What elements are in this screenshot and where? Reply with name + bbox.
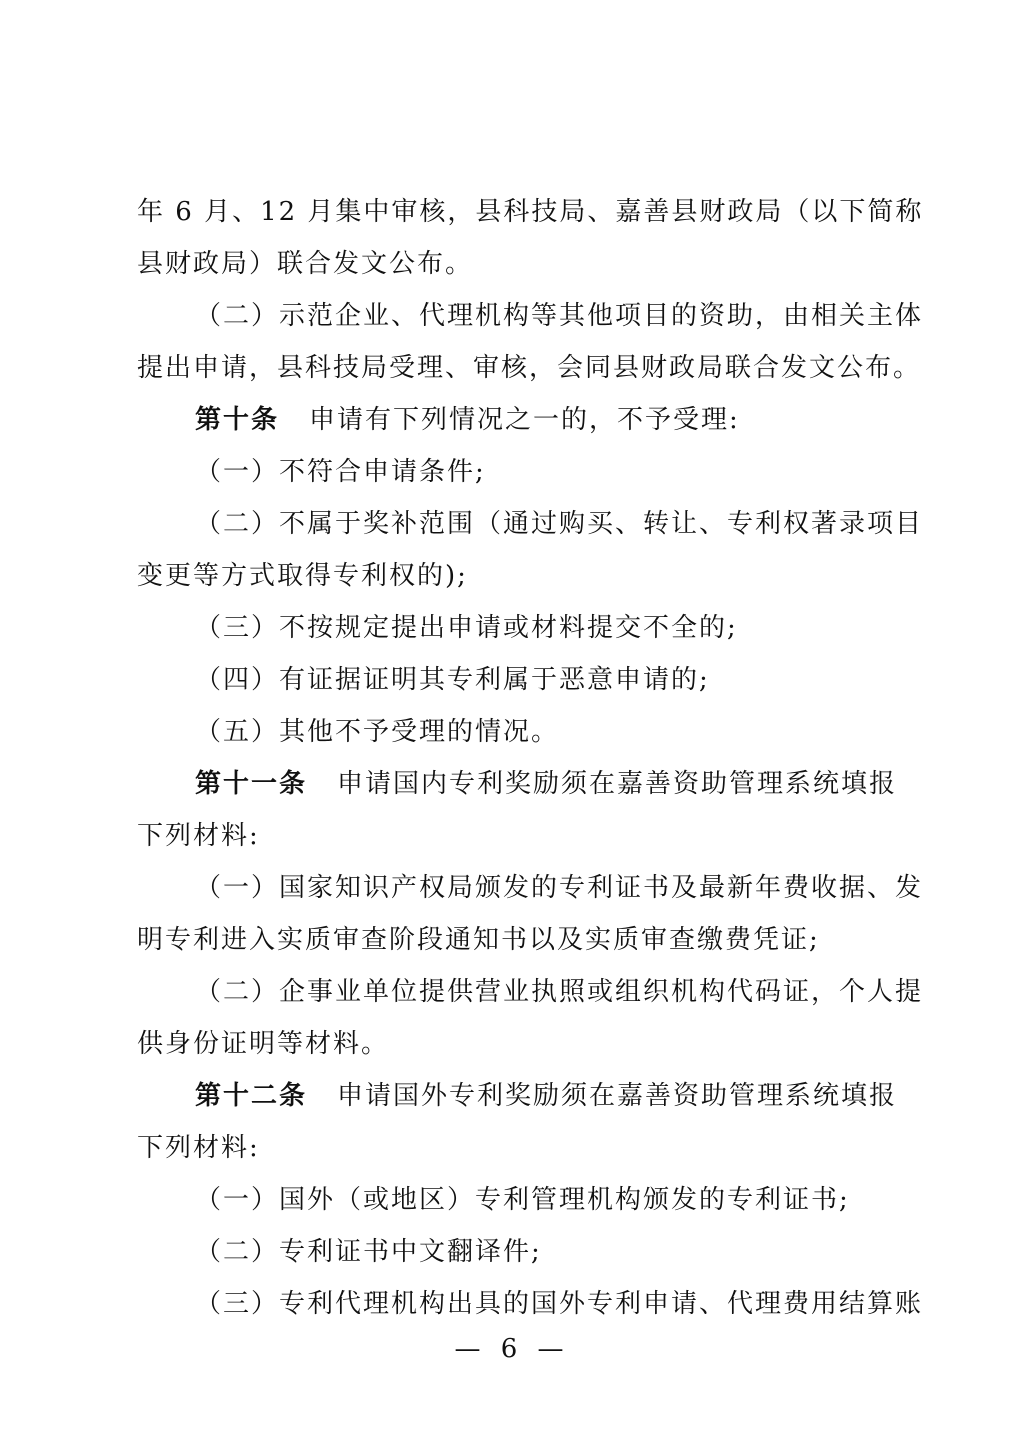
line-text: 明专利进入实质审查阶段通知书以及实质审查缴费凭证; <box>137 925 820 955</box>
text-line <box>137 446 897 498</box>
line-text: 申请国外专利奖励须在嘉善资助管理系统填报 <box>337 1081 898 1111</box>
line-text: 县财政局）联合发文公布。 <box>137 249 474 279</box>
article-line <box>137 758 897 810</box>
article-heading: 第十条 <box>195 405 280 435</box>
line-text: （一）国外（或地区）专利管理机构颁发的专利证书; <box>195 1185 850 1215</box>
text-line <box>137 342 922 394</box>
line-text: （一）国家知识产权局颁发的专利证书及最新年费收据、发 <box>195 873 924 903</box>
text-line <box>137 862 924 914</box>
line-text: （二）企事业单位提供营业执照或组织机构代码证，个人提 <box>195 977 924 1007</box>
line-text: 下列材料: <box>137 821 260 851</box>
page-number: — 6 — <box>454 1334 570 1364</box>
line-text: （二）示范企业、代理机构等其他项目的资助，由相关主体 <box>195 301 924 331</box>
line-text: 供身份证明等材料。 <box>137 1029 390 1059</box>
text-line <box>137 498 924 550</box>
line-text: （一）不符合申请条件; <box>195 457 486 487</box>
article-heading: 第十二条 <box>195 1081 308 1111</box>
text-line <box>137 290 924 342</box>
article-heading: 第十一条 <box>195 769 308 799</box>
text-line <box>137 654 897 706</box>
text-line <box>137 186 924 238</box>
text-line <box>137 966 924 1018</box>
line-text: （四）有证据证明其专利属于恶意申请的; <box>195 665 710 695</box>
text-line <box>137 1278 924 1330</box>
text-line <box>137 1018 897 1070</box>
line-text: （三）专利代理机构出具的国外专利申请、代理费用结算账 <box>195 1289 924 1319</box>
line-text: （五）其他不予受理的情况。 <box>195 717 560 747</box>
line-text: （二）不属于奖补范围（通过购买、转让、专利权著录项目 <box>195 509 924 539</box>
article-line <box>137 1070 897 1122</box>
text-line <box>137 1174 897 1226</box>
line-text: 提出申请，县科技局受理、审核，会同县财政局联合发文公布。 <box>137 353 922 383</box>
text-line <box>137 914 897 966</box>
text-line <box>137 550 897 602</box>
line-text: （二）专利证书中文翻译件; <box>195 1237 542 1267</box>
text-line <box>137 810 897 862</box>
line-text: 下列材料: <box>137 1133 260 1163</box>
article-line <box>137 394 897 446</box>
text-line <box>137 238 897 290</box>
text-line <box>137 602 897 654</box>
line-text: 申请国内专利奖励须在嘉善资助管理系统填报 <box>337 769 898 799</box>
document-body <box>137 186 924 1330</box>
text-line <box>137 1226 897 1278</box>
line-text: 变更等方式取得专利权的); <box>137 561 468 591</box>
text-line <box>137 1122 897 1174</box>
line-text: 申请有下列情况之一的，不予受理: <box>309 405 740 435</box>
text-line <box>137 706 897 758</box>
line-text: 年 6 月、12 月集中审核，县科技局、嘉善县财政局（以下简称 <box>137 197 924 227</box>
line-text: （三）不按规定提出申请或材料提交不全的; <box>195 613 738 643</box>
